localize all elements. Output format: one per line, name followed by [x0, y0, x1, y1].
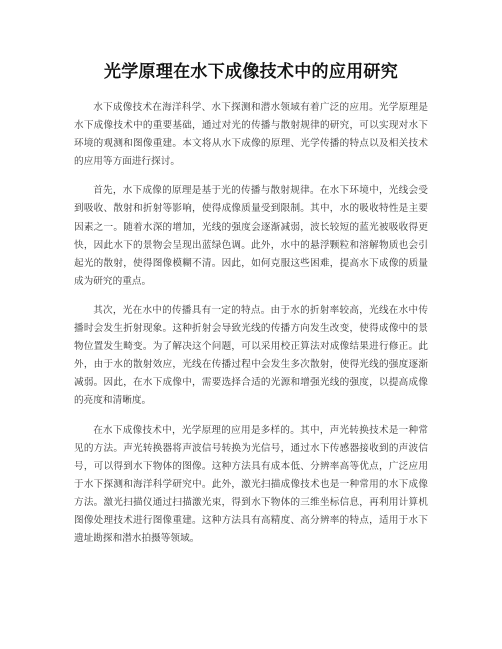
document-body [74, 99, 428, 548]
paragraph-intro: 水下成像技术在海洋科学、水下探测和潜水领域有着广泛的应用。光学原理是水下成像技术中的重要基础，通过对光的传播与散射规律的研究，可以实现对水下环境的观测和图像重建。本文将从水下成像的原理、光学传播的特点以及相关技术的应用等方面进行探讨。 [74, 102, 428, 168]
document-title: 光学原理在水下成像技术中的应用研究 [103, 62, 399, 82]
paragraph-imaging-principle: 首先，水下成像的原理是基于光的传播与散射规律。在水下环境中，光线会受到吸收、散射和折射等影响，使得成像质量受到限制。其中，水的吸收特性是主要因素之一。随着水深的增加，光线的强度会逐渐减弱，波长较短的蓝光被吸收得更快，因此水下的景物会呈现出蓝绿色调。此外，水中的悬浮颗粒和溶解物质也会引起光的散射，使得图像模糊不清。因此，如何克服这些困难，提高水下成像的质量成为研究的重点。 [74, 185, 428, 287]
paragraph-applications: 在水下成像技术中，光学原理的应用是多样的。其中，声光转换技术是一种常见的方法。声光转换器将声波信号转换为光信号，通过水下传感器接收到的声波信号，可以得到水下物体的图像。这种方法具有成本低、分辨率高等优点，广泛应用于水下探测和海洋科学研究中。此外，激光扫描成像技术也是一种常用的水下成像方法。激光扫描仪通过扫描激光束，得到水下物体的三维坐标信息，再利用计算机图像处理技术进行图像重建。这种方法具有高精度、高分辨率的特点，适用于水下遗址勘探和潜水拍摄等领域。 [74, 424, 428, 545]
paragraph-light-propagation: 其次，光在水中的传播具有一定的特点。由于水的折射率较高，光线在水中传播时会发生折射现象。这种折射会导致光线的传播方向发生改变，使得成像中的景物位置发生畸变。为了解决这个问题，可以采用校正算法对成像结果进行修正。此外，由于水的散射效应，光线在传播过程中会发生多次散射，使得光线的强度逐渐减弱。因此，在水下成像中，需要选择合适的光源和增强光线的强度，以提高成像的亮度和清晰度。 [74, 304, 428, 407]
